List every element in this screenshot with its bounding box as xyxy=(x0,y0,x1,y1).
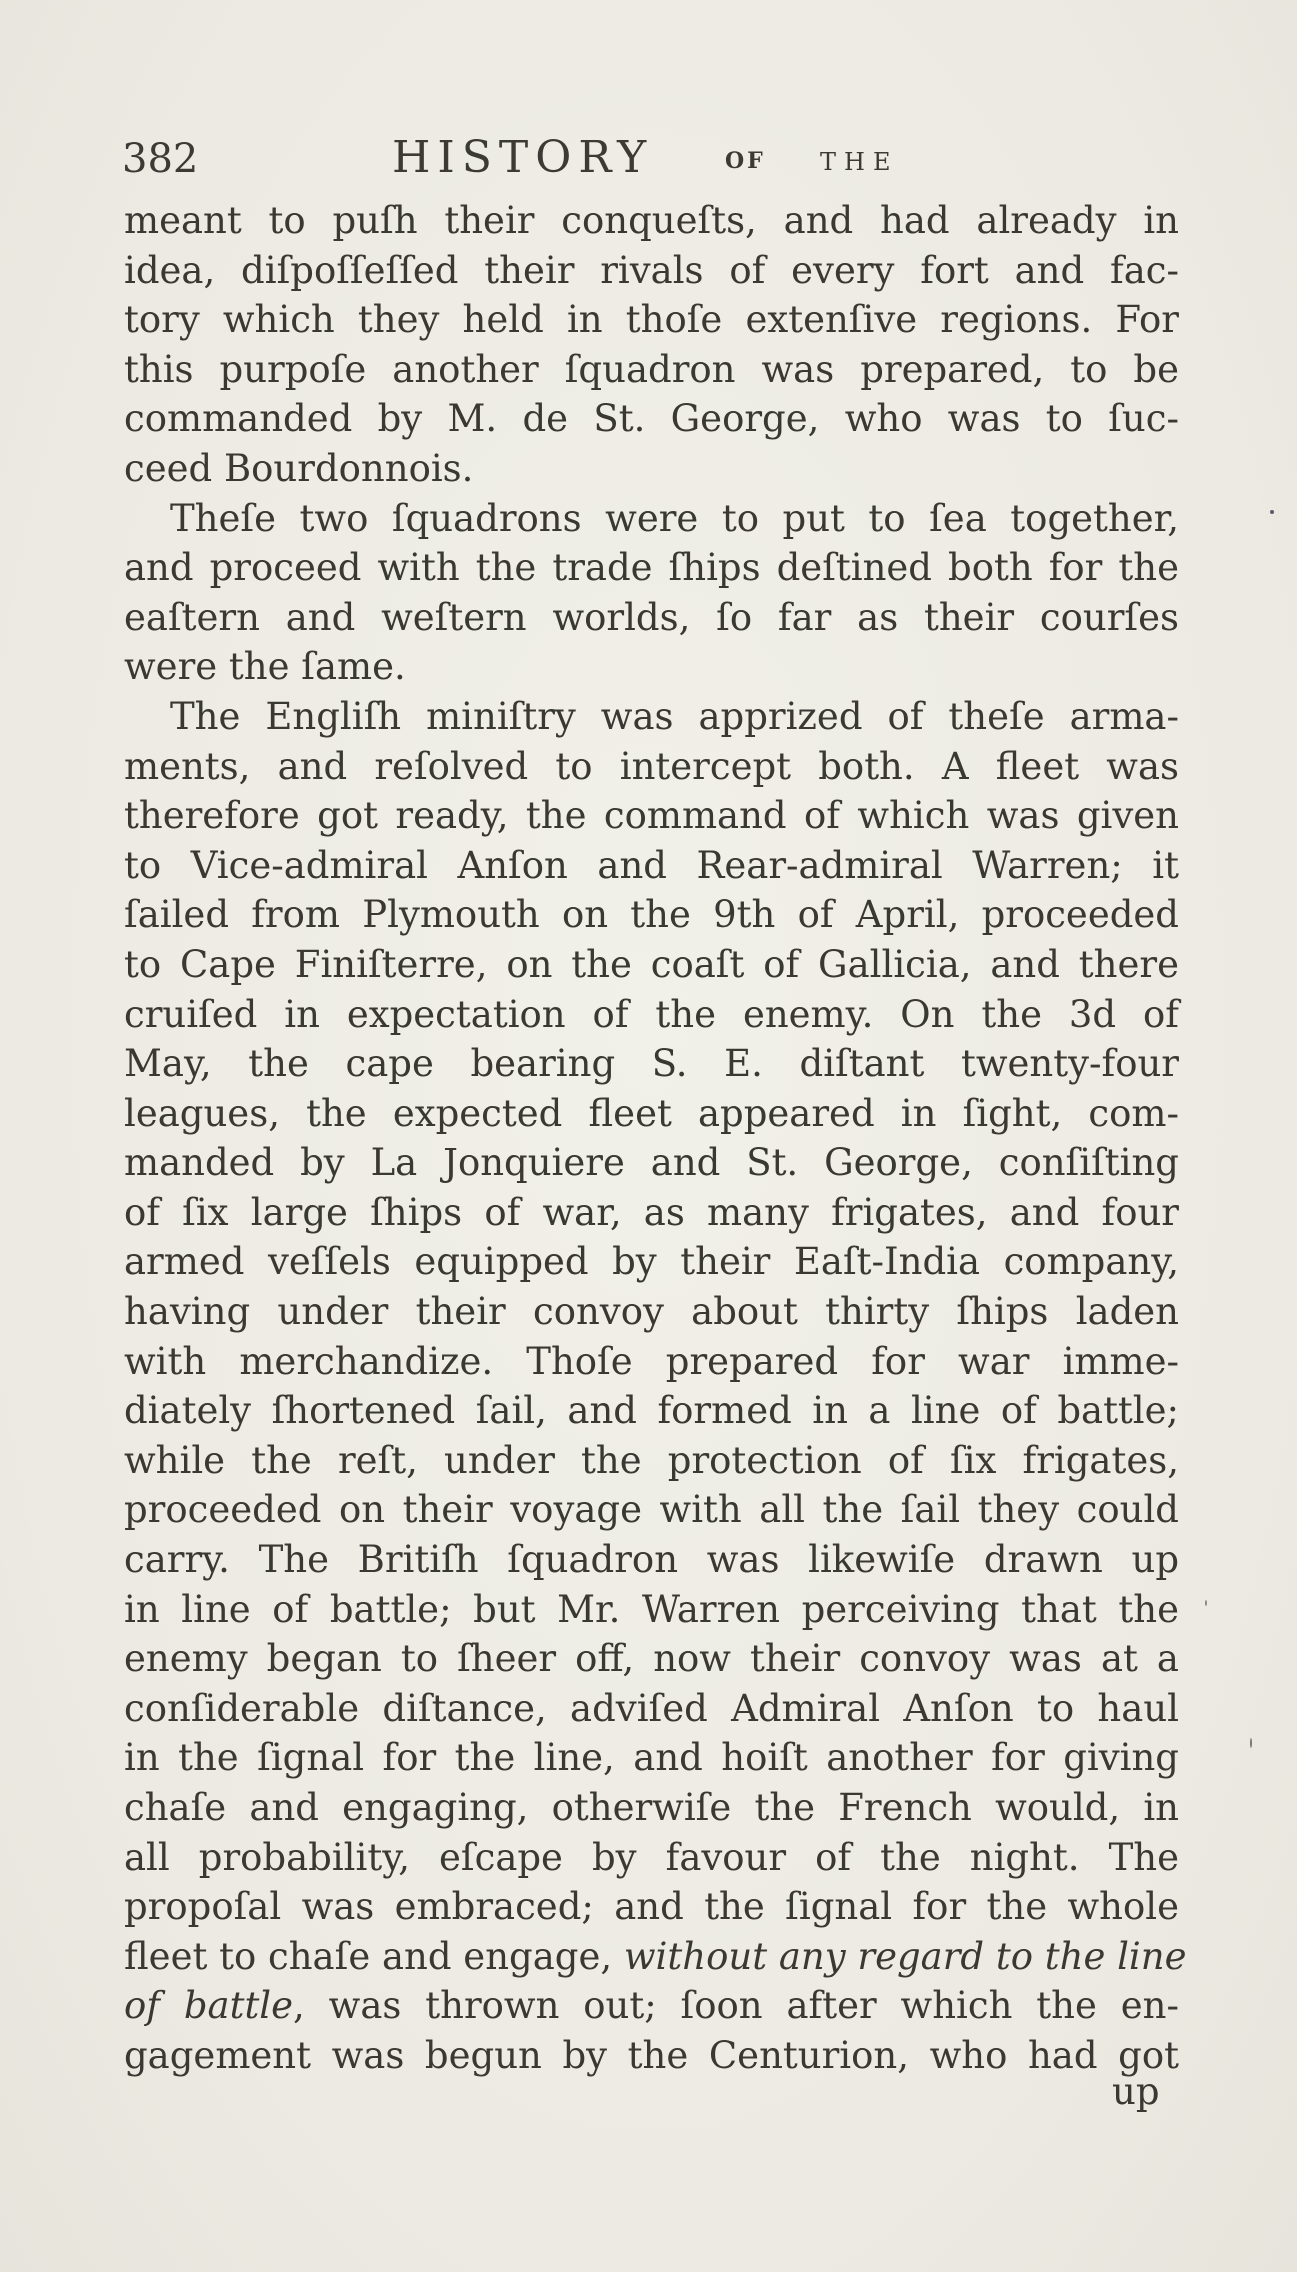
text-line: enemy began to ſheer off, now their convoy was at a xyxy=(124,1637,1179,1681)
text-line: to Vice-admiral Anſon and Rear-admiral Warren; it xyxy=(124,843,1179,887)
text-line: The Engliſh miniſtry was apprized of theſe arma- xyxy=(170,694,1179,738)
text-line: this purpoſe another ſquadron was prepared, to be xyxy=(124,347,1179,391)
text-line: leagues, the expected fleet appeared in ſight, com- xyxy=(124,1091,1179,1135)
ink-speck xyxy=(1270,510,1274,514)
body-text xyxy=(124,196,1187,2081)
text-line: while the reſt, under the protection of ſix frigates, xyxy=(124,1438,1179,1482)
text-line: May, the cape bearing S. E. diſtant twenty-four xyxy=(124,1042,1179,1086)
catchword: up xyxy=(1112,2070,1160,2113)
text-line-with-italic xyxy=(124,1932,1187,1982)
text-segment: , was thrown out; ſoon after which the en- xyxy=(293,1984,1179,2028)
italic-phrase: of battle xyxy=(124,1984,294,2028)
text-line: meant to puſh their conqueſts, and had already in xyxy=(124,199,1179,242)
text-line: eaſtern and weſtern worlds, ſo far as their courſes xyxy=(124,595,1179,639)
text-line: ſailed from Plymouth on the 9th of April, proceeded xyxy=(124,893,1179,937)
text-line: having under their convoy about thirty ſhips laden xyxy=(124,1290,1179,1334)
ink-speck xyxy=(1250,1738,1252,1748)
text-line: ments, and reſolved to intercept both. A fleet was xyxy=(124,744,1179,788)
text-line: in line of battle; but Mr. Warren perceiving that the xyxy=(124,1587,1179,1631)
text-line: carry. The Britiſh ſquadron was likewiſe drawn up xyxy=(124,1538,1179,1582)
page-number: 382 xyxy=(122,136,199,182)
text-line: with merchandize. Thoſe prepared for war imme- xyxy=(124,1339,1179,1383)
text-line: ceed Bourdonnois. xyxy=(124,446,474,490)
text-line: and proceed with the trade ſhips deſtined both for the xyxy=(124,546,1179,590)
text-line: to Cape Finiſterre, on the coaſt of Gallicia, and there xyxy=(124,942,1179,986)
running-head-the: THE xyxy=(820,148,899,176)
text-line: gagement was begun by the Centurion, who had got xyxy=(124,2033,1179,2077)
text-line-with-italic xyxy=(124,1981,1179,2031)
text-line: manded by La Jonquiere and St. George, conſiſting xyxy=(124,1141,1179,1185)
text-line: propoſal was embraced; and the ſignal for the whole xyxy=(124,1885,1179,1929)
italic-phrase: without any regard to the line xyxy=(623,1934,1187,1978)
text-line: cruiſed in expectation of the enemy. On the 3d of xyxy=(124,992,1179,1036)
text-line: conſiderable diſtance, adviſed Admiral Anſon to haul xyxy=(124,1686,1179,1730)
text-line: of ſix large ſhips of war, as many frigates, and four xyxy=(124,1190,1179,1234)
text-line: were the ſame. xyxy=(124,645,406,689)
running-head-of: OF xyxy=(725,148,766,174)
running-head-title: HISTORY xyxy=(392,132,654,183)
text-line: therefore got ready, the command of which was given xyxy=(124,794,1179,838)
running-head xyxy=(122,128,1182,188)
ink-speck xyxy=(1205,1600,1207,1606)
text-line: all probability, eſcape by favour of the night. The xyxy=(124,1835,1179,1879)
text-segment: fleet to chaſe and engage, xyxy=(124,1934,624,1978)
text-line: armed veſſels equipped by their Eaſt-India company, xyxy=(124,1240,1179,1284)
text-line: diately ſhortened ſail, and formed in a line of battle; xyxy=(124,1389,1179,1433)
text-line: chaſe and engaging, otherwiſe the French would, in xyxy=(124,1786,1179,1829)
text-line: Theſe two ſquadrons were to put to ſea together, xyxy=(170,496,1179,540)
text-line: commanded by M. de St. George, who was to ſuc- xyxy=(124,397,1179,441)
text-line: proceeded on their voyage with all the ſail they could xyxy=(124,1488,1179,1532)
text-line: tory which they held in thoſe extenſive regions. For xyxy=(124,298,1179,342)
text-line: in the ſignal for the line, and hoiſt another for giving xyxy=(124,1736,1179,1780)
text-line: idea, diſpoſſeſſed their rivals of every fort and fac- xyxy=(124,248,1179,292)
